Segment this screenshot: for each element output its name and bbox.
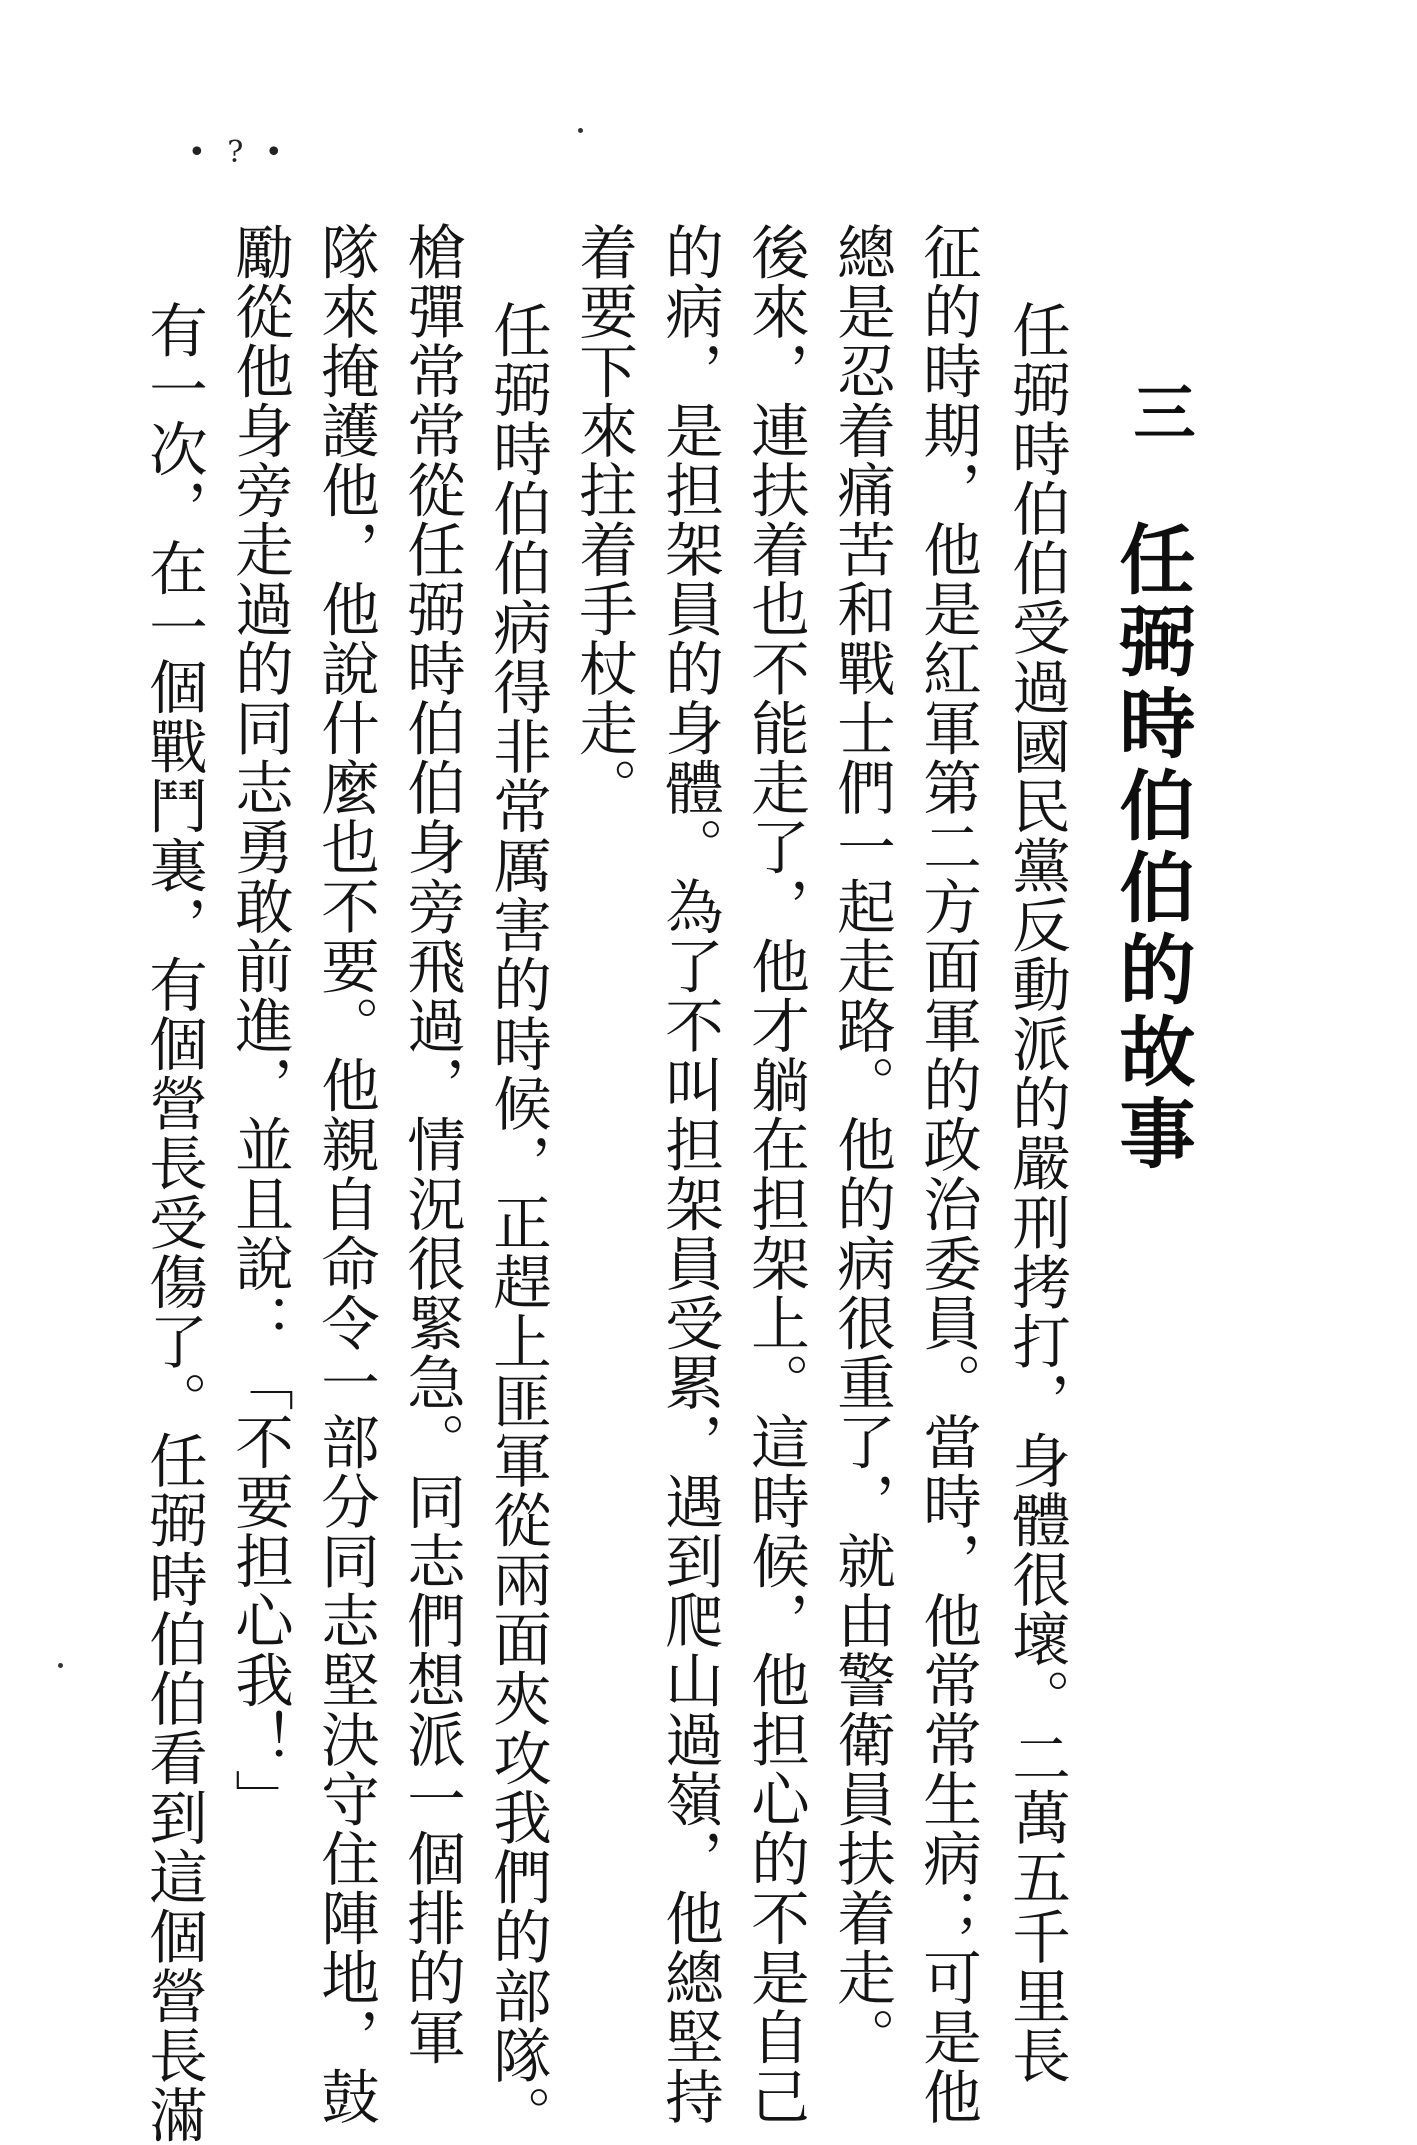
text-column-7: 任弼時伯伯病得非常厲害的時候，正趕上匪軍從兩面夾攻我們的部隊。 [483, 300, 552, 2145]
chapter-title: 任弼時伯伯的故事 [1107, 520, 1196, 1176]
text-column-9: 隊來掩護他，他說什麼也不要。他親自命令一部分同志堅決守住陣地，鼓 [311, 222, 380, 2126]
chapter-number: 三 [1123, 380, 1196, 442]
page-number-mark: • ? • [188, 135, 289, 170]
text-column-8: 槍彈常常從任弼時伯伯身旁飛過，情況很緊急。同志們想派一個排的軍 [397, 222, 466, 2067]
text-column-2: 征的時期，他是紅軍第二方面軍的政治委員。當時，他常常生病；可是他 [913, 222, 982, 2126]
text-column-11: 有一次，在一個戰鬥裏，有個營長受傷了。任弼時伯伯看到這個營長滿 [139, 300, 208, 2145]
text-column-1: 任弼時伯伯受過國民黨反動派的嚴刑拷打，身體很壞。二萬五千里長 [1002, 300, 1071, 2085]
text-column-3: 總是忍着痛苦和戰士們一起走路。他的病很重了，就由警衛員扶着走。 [827, 222, 896, 2067]
text-column-4: 後來，連扶着也不能走了，他才躺在担架上。這時候，他担心的不是自己 [741, 222, 810, 2126]
ink-speck [578, 128, 583, 133]
text-column-6: 着要下來拄着手杖走。 [569, 222, 638, 817]
text-column-10: 勵從他身旁走過的同志勇敢前進，並且說：「不要担心我！」 [225, 222, 294, 1829]
text-column-5: 的病，是担架員的身體。為了不叫担架員受累，遇到爬山過嶺，他總堅持 [655, 222, 724, 2126]
ink-speck [58, 1663, 63, 1668]
